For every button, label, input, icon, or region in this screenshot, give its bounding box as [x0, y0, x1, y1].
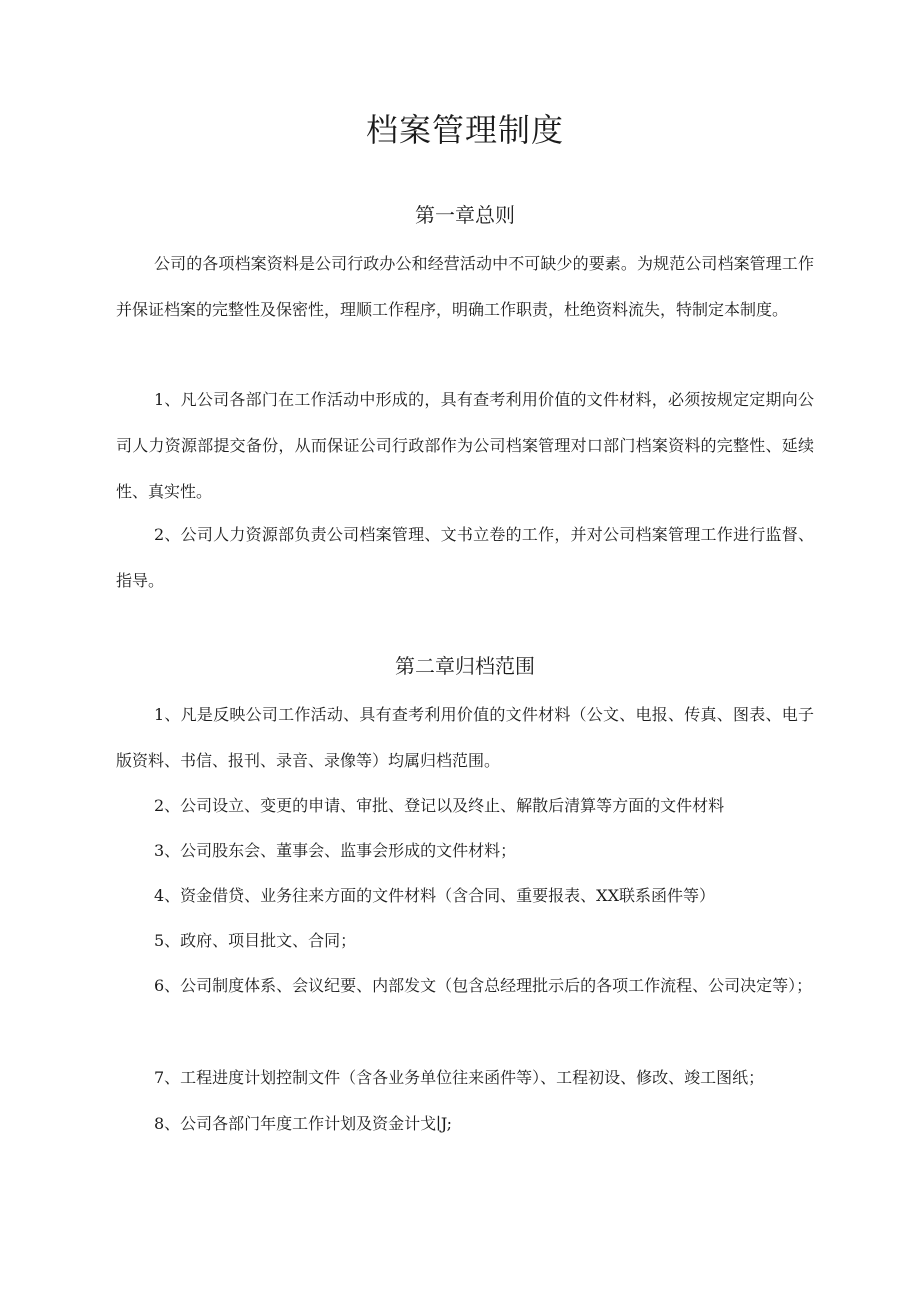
- chapter-2-item-5: 5、政府、项目批文、合同；: [154, 931, 357, 950]
- chapter-2-item-3: 3、公司股东会、董事会、监事会形成的文件材料；: [154, 841, 517, 860]
- chapter-2-item-2: 2、公司设立、变更的申请、审批、登记以及终止、解散后清算等方面的文件材料: [154, 796, 725, 815]
- chapter-1-item-1: 1、凡公司各部门在工作活动中形成的，具有查考利用价值的文件材料，必须按规定定期向公司人力资源部提交备份，从而保证公司行政部作为公司档案管理对口部门档案资料的完整性、延续性、真实性。: [116, 390, 814, 501]
- chapter-2-heading: 第二章归档范围: [395, 654, 535, 678]
- chapter-1-intro-paragraph: 公司的各项档案资料是公司行政办公和经营活动中不可缺少的要素。为规范公司档案管理工作并保证档案的完整性及保密性，理顺工作程序，明确工作职责，杜绝资料流失，特制定本制度。: [116, 254, 814, 319]
- chapter-2-item-8: 8、公司各部门年度工作计划及资金计戈∣J;: [154, 1114, 452, 1133]
- chapter-2-item-6: 6、公司制度体系、会议纪要、内部发文（包含总经理批示后的各项工作流程、公司决定等）；: [154, 976, 813, 995]
- chapter-2-item-4: 4、资金借贷、业务往来方面的文件材料（含合同、重要报表、XX联系函件等）: [154, 886, 715, 905]
- chapter-1-heading: 第一章总则: [415, 203, 515, 227]
- document-title: 档案管理制度: [365, 111, 564, 149]
- chapter-2-item-7: 7、工程进度计划控制文件（含各业务单位往来函件等）、工程初设、修改、竣工图纸；: [154, 1068, 765, 1087]
- chapter-2-item-1: 1、凡是反映公司工作活动、具有查考利用价值的文件材料（公文、电报、传真、图表、电子版资料、书信、报刊、录音、录像等）均属归档范围。: [116, 705, 814, 770]
- chapter-1-item-2: 2、公司人力资源部负责公司档案管理、文书立卷的工作，并对公司档案管理工作进行监督、指导。: [116, 525, 814, 590]
